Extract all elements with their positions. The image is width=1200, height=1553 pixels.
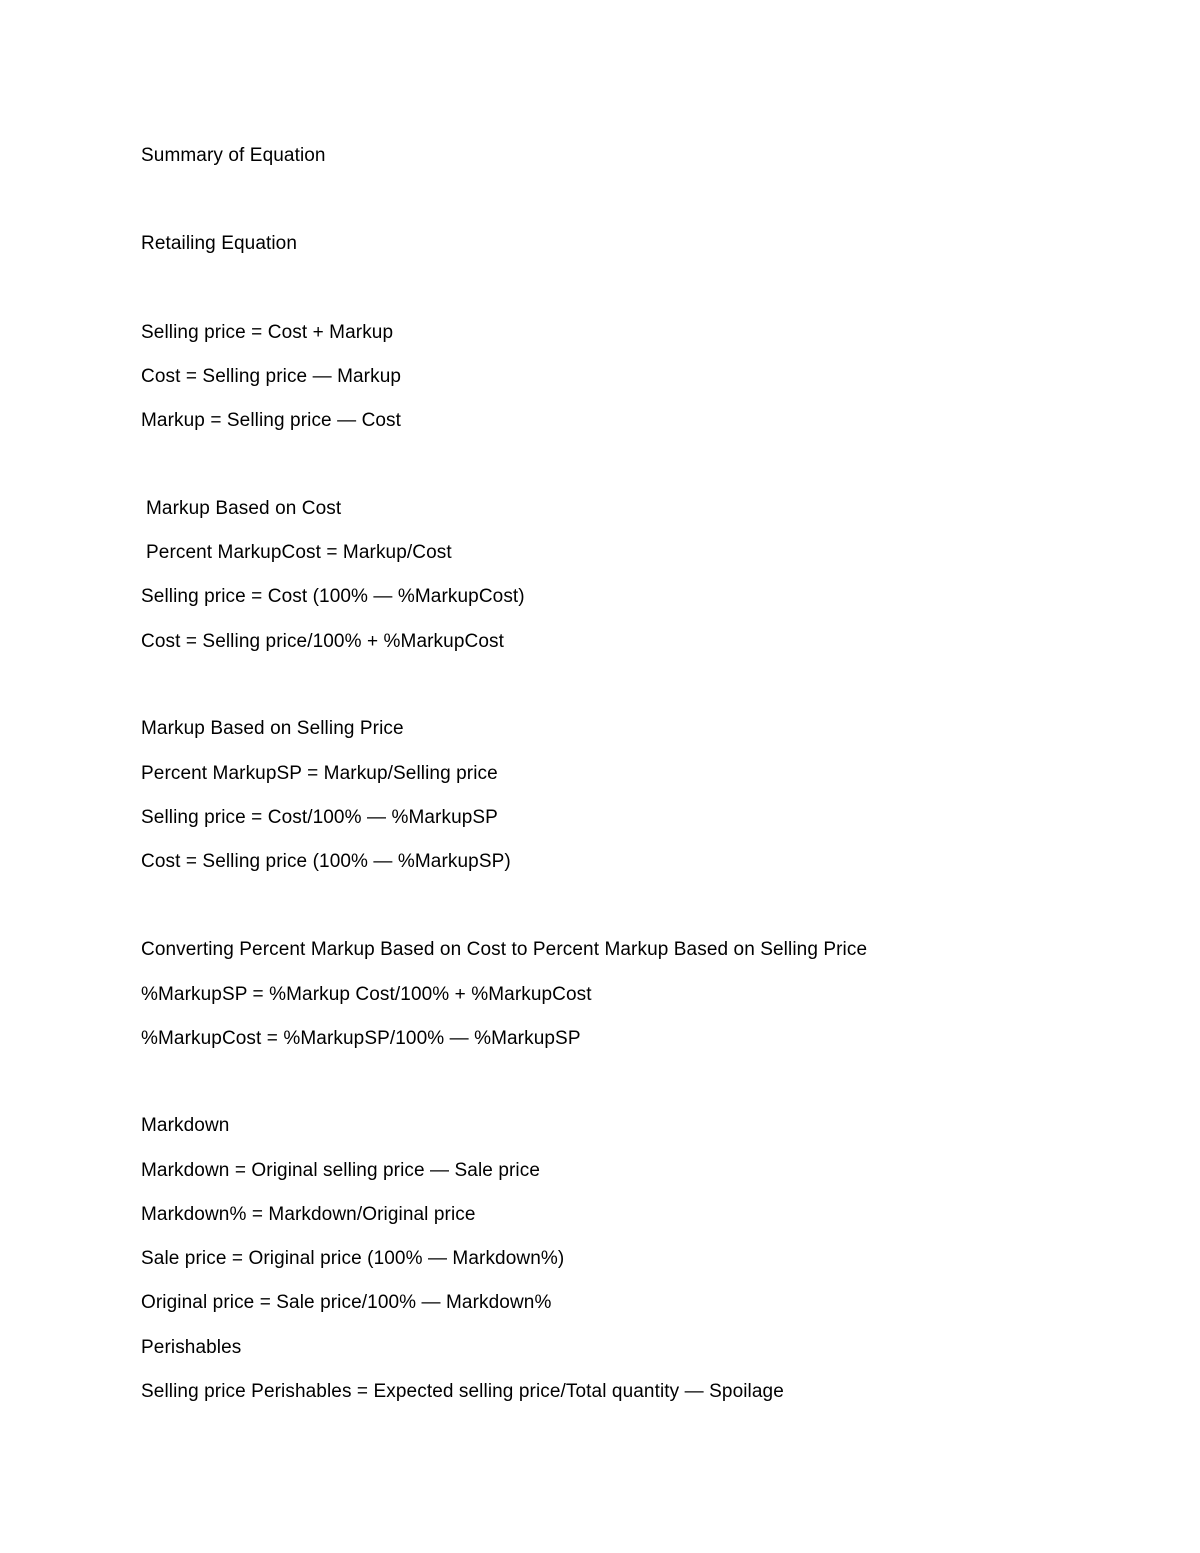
equation-line: Original price = Sale price/100% — Markdown% [141, 1292, 552, 1313]
equation-line: %MarkupSP = %Markup Cost/100% + %MarkupCost [141, 984, 592, 1005]
equation-line: %MarkupCost = %MarkupSP/100% — %MarkupSP [141, 1028, 581, 1049]
equation-line: Markdown = Original selling price — Sale price [141, 1160, 541, 1181]
section-heading-retailing: Retailing Equation [141, 233, 298, 254]
equation-line: Selling price = Cost (100% — %MarkupCost) [141, 586, 525, 607]
section-heading-markup-cost: Markup Based on Cost [146, 498, 342, 519]
equation-line: Cost = Selling price/100% + %MarkupCost [141, 631, 504, 652]
equation-line: Percent MarkupSP = Markup/Selling price [141, 763, 498, 784]
equation-line: Markdown% = Markdown/Original price [141, 1204, 476, 1225]
equation-line: Selling price Perishables = Expected selling price/Total quantity — Spoilage [141, 1381, 784, 1402]
equation-line: Cost = Selling price (100% — %MarkupSP) [141, 851, 511, 872]
equation-line: Percent MarkupCost = Markup/Cost [146, 542, 452, 563]
section-heading-markup-sp: Markup Based on Selling Price [141, 718, 404, 739]
section-heading-perishables: Perishables [141, 1337, 242, 1358]
section-heading-converting: Converting Percent Markup Based on Cost to Percent Markup Based on Selling Price [141, 939, 868, 960]
equation-line: Selling price = Cost/100% — %MarkupSP [141, 807, 498, 828]
equation-line: Cost = Selling price — Markup [141, 366, 402, 387]
equation-line: Sale price = Original price (100% — Markdown%) [141, 1248, 565, 1269]
section-heading-markdown: Markdown [141, 1115, 230, 1136]
equation-line: Selling price = Cost + Markup [141, 322, 394, 343]
equation-line: Markup = Selling price — Cost [141, 410, 402, 431]
document-title: Summary of Equation [141, 145, 326, 166]
